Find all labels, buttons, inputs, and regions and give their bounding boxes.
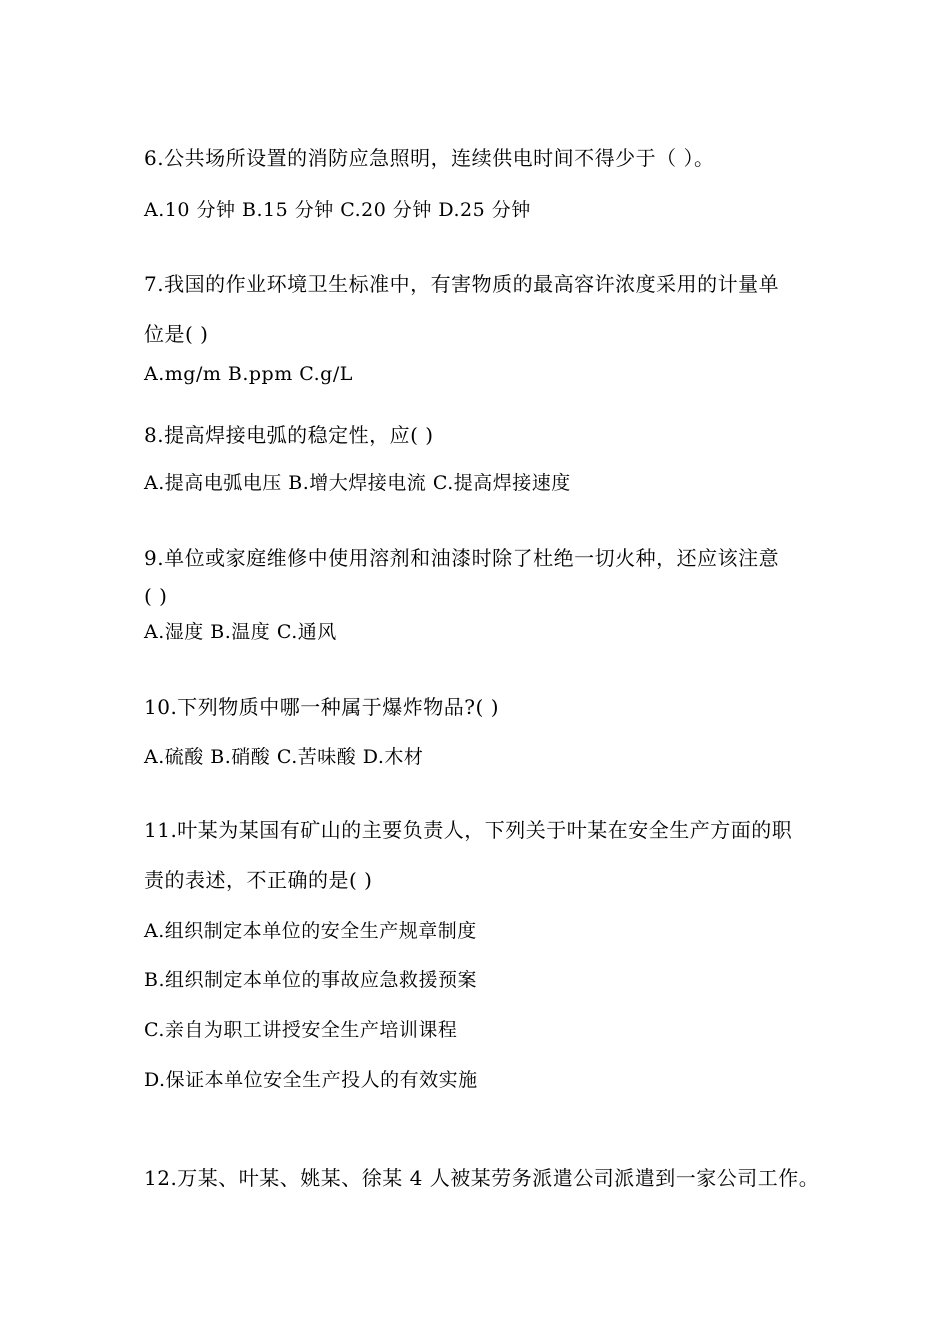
question-9-options: A.湿度 B.温度 C.通风 (144, 621, 337, 643)
question-9-stem-line-2: ( ) (144, 584, 168, 608)
question-11-option-d: D.保证本单位安全生产投人的有效实施 (144, 1069, 478, 1091)
question-6-stem: 6.公共场所设置的消防应急照明，连续供电时间不得少于（ ）。 (144, 146, 715, 170)
question-12-stem: 12.万某、叶某、姚某、徐某 4 人被某劳务派遣公司派遣到一家公司工作。 (144, 1166, 820, 1190)
question-10-stem: 10.下列物质中哪一种属于爆炸物品?( ) (144, 695, 499, 719)
question-8-stem: 8.提高焊接电弧的稳定性，应( ) (144, 423, 434, 447)
question-11-option-c: C.亲自为职工讲授安全生产培训课程 (144, 1019, 458, 1041)
question-11-stem-line-1: 11.叶某为某国有矿山的主要负责人，下列关于叶某在安全生产方面的职 (144, 818, 793, 842)
question-11-option-a: A.组织制定本单位的安全生产规章制度 (144, 920, 477, 942)
question-7-options: A.mg/m B.ppm C.g/L (144, 363, 353, 385)
question-7-stem-line-1: 7.我国的作业环境卫生标准中，有害物质的最高容许浓度采用的计量单 (144, 272, 780, 296)
question-7-stem-line-2: 位是( ) (144, 322, 209, 346)
question-8-options: A.提高电弧电压 B.增大焊接电流 C.提高焊接速度 (144, 472, 571, 494)
question-6-options: A.10 分钟 B.15 分钟 C.20 分钟 D.25 分钟 (144, 199, 531, 221)
question-11-stem-line-2: 责的表述，不正确的是( ) (144, 868, 373, 892)
question-10-options: A.硫酸 B.硝酸 C.苦味酸 D.木材 (144, 746, 424, 768)
question-11-option-b: B.组织制定本单位的事故应急救援预案 (144, 969, 478, 991)
question-9-stem-line-1: 9.单位或家庭维修中使用溶剂和油漆时除了杜绝一切火种，还应该注意 (144, 546, 780, 570)
